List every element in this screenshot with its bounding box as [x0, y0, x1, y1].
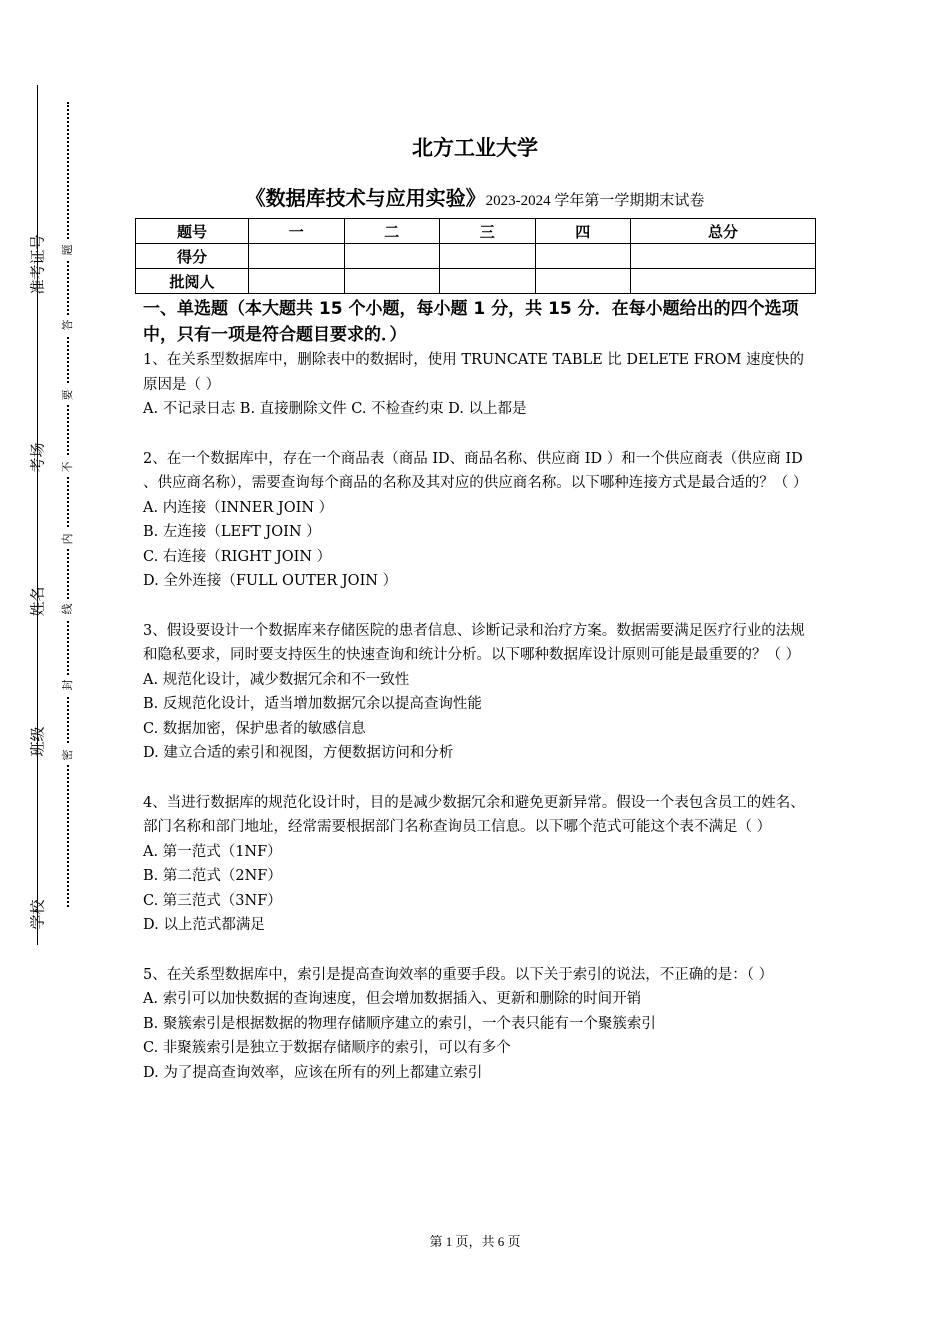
option-c: C. 第三范式（3NF） — [143, 892, 282, 909]
score-row-label: 批阅人 — [136, 269, 249, 294]
field-school-label: 学校 — [28, 899, 47, 930]
exam-term: 2023-2024 学年第一学期期末试卷 — [485, 193, 705, 209]
seal-char: 封 — [61, 675, 75, 695]
option-b: B. 第二范式（2NF） — [143, 868, 282, 884]
question-1 — [143, 348, 815, 422]
field-class-label: 班级 — [28, 726, 47, 757]
question-5 — [143, 963, 815, 1086]
question-4 — [143, 791, 815, 938]
field-name-label: 姓名 — [28, 586, 47, 617]
score-cell — [249, 244, 345, 269]
seal-char: 不 — [61, 457, 75, 477]
score-table-header: 三 — [440, 219, 536, 244]
option-b: B. 聚簇索引是根据数据的物理存储顺序建立的索引，一个表只能有一个聚簇索引 — [143, 1015, 656, 1032]
score-cell — [440, 244, 536, 269]
option-d: D. 建立合适的索引和视图，方便数据访问和分析 — [143, 745, 454, 761]
score-table-header: 二 — [344, 219, 440, 244]
question-options: A. 不记录日志 B. 直接删除文件 C. 不检查约束 D. 以上都是 — [143, 401, 527, 417]
seal-char: 答 — [61, 315, 75, 335]
seal-char: 题 — [61, 240, 75, 260]
option-d: D. 全外连接（FULL OUTER JOIN ） — [143, 573, 398, 589]
question-2 — [143, 447, 815, 594]
seal-char: 要 — [61, 385, 75, 405]
score-table-header: 四 — [535, 219, 631, 244]
question-text: 1、在关系型数据库中，删除表中的数据时，使用 TRUNCATE TABLE 比 DELETE FROM 速度快的原因是（ ） — [143, 352, 805, 393]
score-table-header-row — [136, 219, 816, 244]
score-table — [135, 218, 816, 294]
score-table-header: 总分 — [631, 219, 816, 244]
exam-content — [143, 296, 815, 1085]
score-cell — [535, 269, 631, 294]
university-title: 北方工业大学 — [412, 136, 538, 160]
field-exam-room-label: 考场 — [28, 442, 47, 473]
option-d: D. 以上范式都满足 — [143, 917, 265, 933]
exam-subtitle — [0, 182, 950, 211]
seal-char: 线 — [61, 599, 75, 619]
seal-dotted-line — [67, 102, 69, 907]
option-a: A. 第一范式（1NF） — [143, 843, 282, 860]
question-3 — [143, 619, 815, 766]
option-b: B. 反规范化设计，适当增加数据冗余以提高查询性能 — [143, 696, 482, 712]
score-table-row — [136, 269, 816, 294]
option-a: A. 索引可以加快数据的查询速度，但会增加数据插入、更新和删除的时间开销 — [143, 991, 642, 1007]
score-table-header: 题号 — [136, 219, 249, 244]
course-name: 《数据库技术与应用实验》 — [245, 186, 486, 210]
score-cell — [249, 269, 345, 294]
option-d: D. 为了提高查询效率，应该在所有的列上都建立索引 — [143, 1064, 483, 1081]
binding-line — [37, 85, 38, 945]
section-title: 一、单选题（本大题共 15 个小题，每小题 1 分，共 15 分．在每小题给出的四个选项中，只有一项是符合题目要求的．） — [143, 299, 799, 345]
seal-char: 密 — [61, 745, 75, 765]
score-cell — [344, 269, 440, 294]
question-text: 4、当进行数据库的规范化设计时，目的是减少数据冗余和避免更新异常。假设一个表包含员工的姓名、部门名称和部门地址，经常需要根据部门名称查询员工信息。以下哪个范式可能这个表不满足（ ） — [143, 794, 805, 835]
option-b: B. 左连接（LEFT JOIN ） — [143, 524, 321, 540]
option-a: A. 内连接（INNER JOIN ） — [143, 499, 334, 516]
option-c: C. 数据加密，保护患者的敏感信息 — [143, 720, 366, 737]
question-text: 5、在关系型数据库中，索引是提高查询效率的重要手段。以下关于索引的说法，不正确的是：（ ） — [143, 966, 774, 983]
seal-char: 内 — [61, 529, 75, 549]
score-cell — [344, 244, 440, 269]
question-text: 3、假设要设计一个数据库来存储医院的患者信息、诊断记录和治疗方案。数据需要满足医疗行业的法规和隐私要求，同时要支持医生的快速查询和统计分析。以下哪种数据库设计原则可能是最重要的？（ ） — [143, 622, 805, 663]
score-cell — [440, 269, 536, 294]
score-table-header: 一 — [249, 219, 345, 244]
option-a: A. 规范化设计，减少数据冗余和不一致性 — [143, 671, 410, 688]
score-cell — [631, 244, 816, 269]
page-footer: 第 1 页，共 6 页 — [429, 1234, 521, 1249]
score-cell — [535, 244, 631, 269]
score-table-row — [136, 244, 816, 269]
question-text: 2、在一个数据库中，存在一个商品表（商品 ID、商品名称、供应商 ID ）和一个供应商表（供应商 ID 、供应商名称），需要查询每个商品的名称及其对应的供应商名称。以下哪种连接方式是最合适的？（ ） — [143, 450, 808, 491]
option-c: C. 非聚簇索引是独立于数据存储顺序的索引，可以有多个 — [143, 1040, 511, 1056]
field-exam-id-label: 准考证号 — [28, 234, 47, 295]
score-row-label: 得分 — [136, 244, 249, 269]
score-cell — [631, 269, 816, 294]
option-c: C. 右连接（RIGHT JOIN ） — [143, 548, 332, 565]
